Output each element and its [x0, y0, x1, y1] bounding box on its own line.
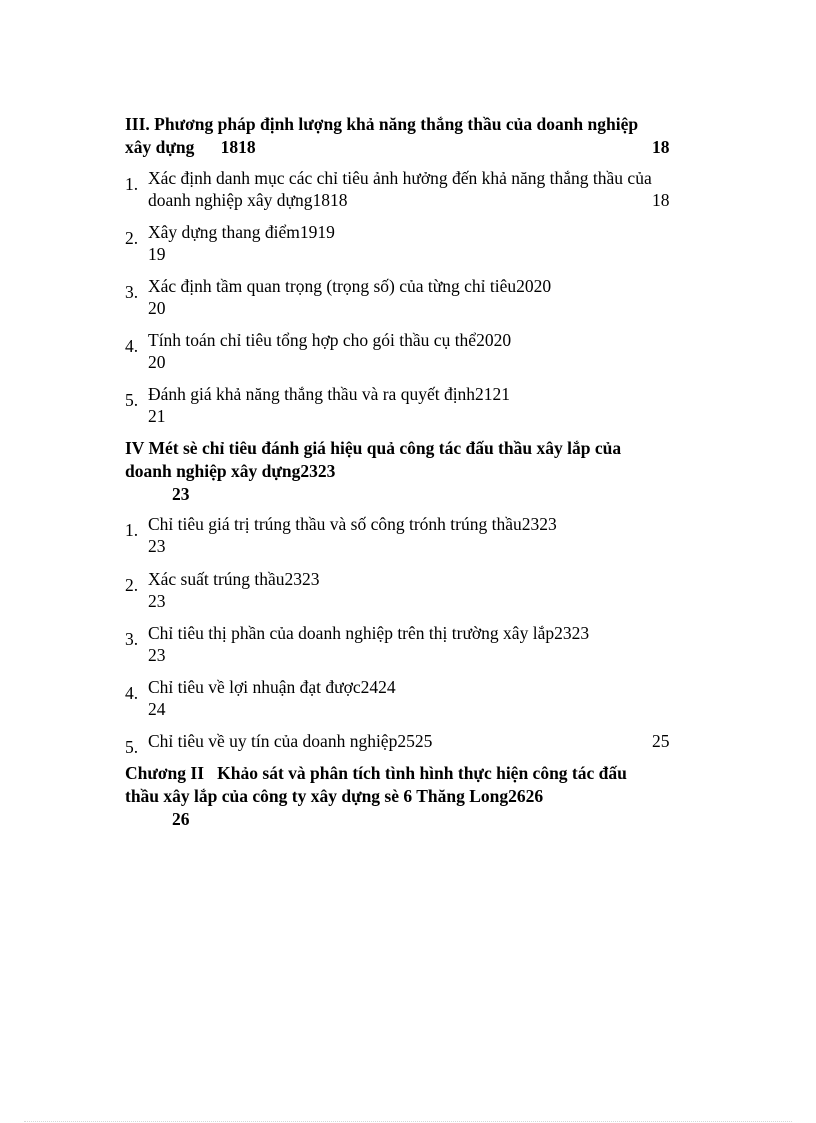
toc-item-number: 2.: [125, 575, 139, 595]
toc-heading-sec3-line1[interactable]: III. Phương pháp định lượng khả năng thắng thầu của doanh nghiệp: [125, 114, 639, 134]
toc-page-number: 25: [652, 731, 670, 751]
toc-page-number: 18: [652, 190, 670, 210]
page-bottom-divider: [24, 1121, 792, 1122]
toc-page-number: 23: [148, 645, 166, 665]
toc-item-number: 1.: [125, 520, 139, 540]
toc-item-number: 1.: [125, 174, 139, 194]
toc-entry-4-2[interactable]: Xác suất trúng thầu2323: [148, 569, 320, 589]
toc-entry-3-4[interactable]: Tính toán chỉ tiêu tổng hợp cho gói thầu cụ thể2020: [148, 330, 512, 350]
toc-item-number: 3.: [125, 629, 139, 649]
toc-heading-chapter2-line2[interactable]: thầu xây lắp của công ty xây dựng sè 6 Thăng Long2626: [125, 786, 544, 806]
toc-page-number: 23: [148, 536, 166, 556]
toc-heading-chapter2-line1[interactable]: Chương II Khảo sát và phân tích tình hình thực hiện công tác đấu: [125, 763, 627, 783]
toc-entry-3-5[interactable]: Đánh giá khả năng thắng thầu và ra quyết định2121: [148, 384, 511, 404]
toc-item-number: 4.: [125, 336, 139, 356]
toc-item-number: 2.: [125, 228, 139, 248]
toc-page-number: 24: [148, 699, 166, 719]
toc-page-number: 19: [148, 244, 166, 264]
toc-page-number: 23: [172, 484, 190, 504]
toc-entry-4-1[interactable]: Chỉ tiêu giá trị trúng thầu và số công trónh trúng thầu2323: [148, 514, 557, 534]
toc-entry-4-4[interactable]: Chỉ tiêu về lợi nhuận đạt được2424: [148, 677, 396, 697]
toc-entry-3-2[interactable]: Xây dựng thang điểm1919: [148, 222, 335, 242]
toc-entry-3-3[interactable]: Xác định tầm quan trọng (trọng số) của từng chỉ tiêu2020: [148, 276, 552, 296]
toc-item-number: 3.: [125, 282, 139, 302]
toc-item-number: 5.: [125, 737, 139, 757]
toc-page-number: 23: [148, 591, 166, 611]
toc-heading-sec4-line2[interactable]: doanh nghiệp xây dựng2323: [125, 461, 336, 481]
toc-entry-4-3[interactable]: Chỉ tiêu thị phần của doanh nghiệp trên thị trường xây lắp2323: [148, 623, 590, 643]
toc-page-number: 18: [652, 137, 670, 157]
toc-page-number: 20: [148, 298, 166, 318]
toc-page-number: 21: [148, 406, 166, 426]
toc-entry-3-1-line2[interactable]: doanh nghiệp xây dựng1818: [148, 190, 348, 210]
toc-heading-sec3-line2[interactable]: xây dựng 1818: [125, 137, 256, 157]
toc-page-number: 20: [148, 352, 166, 372]
toc-item-number: 5.: [125, 390, 139, 410]
toc-entry-4-5[interactable]: Chỉ tiêu về uy tín của doanh nghiệp2525: [148, 731, 433, 751]
toc-item-number: 4.: [125, 683, 139, 703]
toc-heading-sec4-line1[interactable]: IV Mét sè chỉ tiêu đánh giá hiệu quả công tác đấu thầu xây lắp của: [125, 438, 622, 458]
toc-page-number: 26: [172, 809, 190, 829]
toc-entry-3-1-line1[interactable]: Xác định danh mục các chỉ tiêu ảnh hưởng đến khả năng thắng thầu của: [148, 168, 652, 188]
